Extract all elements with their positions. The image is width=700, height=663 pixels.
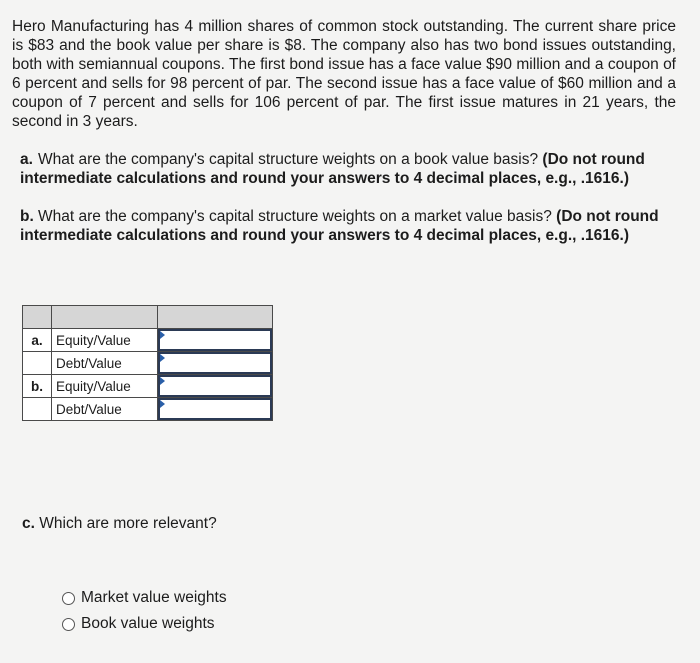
row-part-label xyxy=(23,398,52,421)
table-row-b-debt xyxy=(23,398,273,421)
input-flag-icon xyxy=(160,331,165,339)
question-b-label: b. xyxy=(20,208,34,225)
table-row-b-equity xyxy=(23,375,273,398)
row-part-label: b. xyxy=(23,375,52,398)
relevance-options xyxy=(62,585,227,637)
book-debt-value-input[interactable] xyxy=(158,352,272,374)
row-label: Debt/Value xyxy=(52,352,158,375)
book-equity-value-input[interactable] xyxy=(158,329,272,351)
answer-cell xyxy=(158,375,273,398)
question-b xyxy=(20,207,670,245)
question-a xyxy=(20,150,670,188)
problem-statement: Hero Manufacturing has 4 million shares of common stock outstanding. The current share price is $83 and the book value per share is $8. The company also has two bond issues outstanding, both with semiannual coupons. The first bond issue has a face value $90 million and a coupon of 6 percent and sells for 98 percent of par. The second issue has a face value of $60 million and a coupon of 7 percent and sells for 106 percent of par. The first issue matures in 21 years, the second in 3 years. xyxy=(12,18,676,130)
input-flag-icon xyxy=(160,354,165,362)
row-part-label xyxy=(23,352,52,375)
answer-cell xyxy=(158,398,273,421)
row-part-label: a. xyxy=(23,329,52,352)
option-label: Market value weights xyxy=(81,589,227,606)
question-c-label: c. xyxy=(22,515,35,532)
question-c xyxy=(22,515,217,533)
option-book-value-weights[interactable] xyxy=(62,611,227,637)
question-a-instruction: (Do not round intermediate calculations and round your answers to 4 decimal places, e.g., .1616.) xyxy=(20,151,645,187)
question-a-text: What are the company's capital structure weights on a book value basis? xyxy=(38,151,539,168)
question-b-text: What are the company's capital structure weights on a market value basis? xyxy=(38,208,552,225)
market-debt-value-input[interactable] xyxy=(158,398,272,420)
answer-cell xyxy=(158,329,273,352)
radio-button[interactable] xyxy=(62,592,75,605)
weights-table xyxy=(22,305,273,421)
row-label: Debt/Value xyxy=(52,398,158,421)
header-cell-answer xyxy=(158,306,273,329)
table-row-a-equity xyxy=(23,329,273,352)
option-label: Book value weights xyxy=(81,615,215,632)
radio-button[interactable] xyxy=(62,618,75,631)
market-equity-value-input[interactable] xyxy=(158,375,272,397)
option-market-value-weights[interactable] xyxy=(62,585,227,611)
input-flag-icon xyxy=(160,400,165,408)
row-label: Equity/Value xyxy=(52,375,158,398)
row-label: Equity/Value xyxy=(52,329,158,352)
question-a-label: a. xyxy=(20,151,33,168)
input-flag-icon xyxy=(160,377,165,385)
answer-cell xyxy=(158,352,273,375)
header-cell-blank xyxy=(23,306,52,329)
table-header-row xyxy=(23,306,273,329)
table-row-a-debt xyxy=(23,352,273,375)
header-cell-label xyxy=(52,306,158,329)
question-c-text: Which are more relevant? xyxy=(39,515,217,532)
question-b-instruction: (Do not round intermediate calculations and round your answers to 4 decimal places, e.g., .1616.) xyxy=(20,208,659,244)
